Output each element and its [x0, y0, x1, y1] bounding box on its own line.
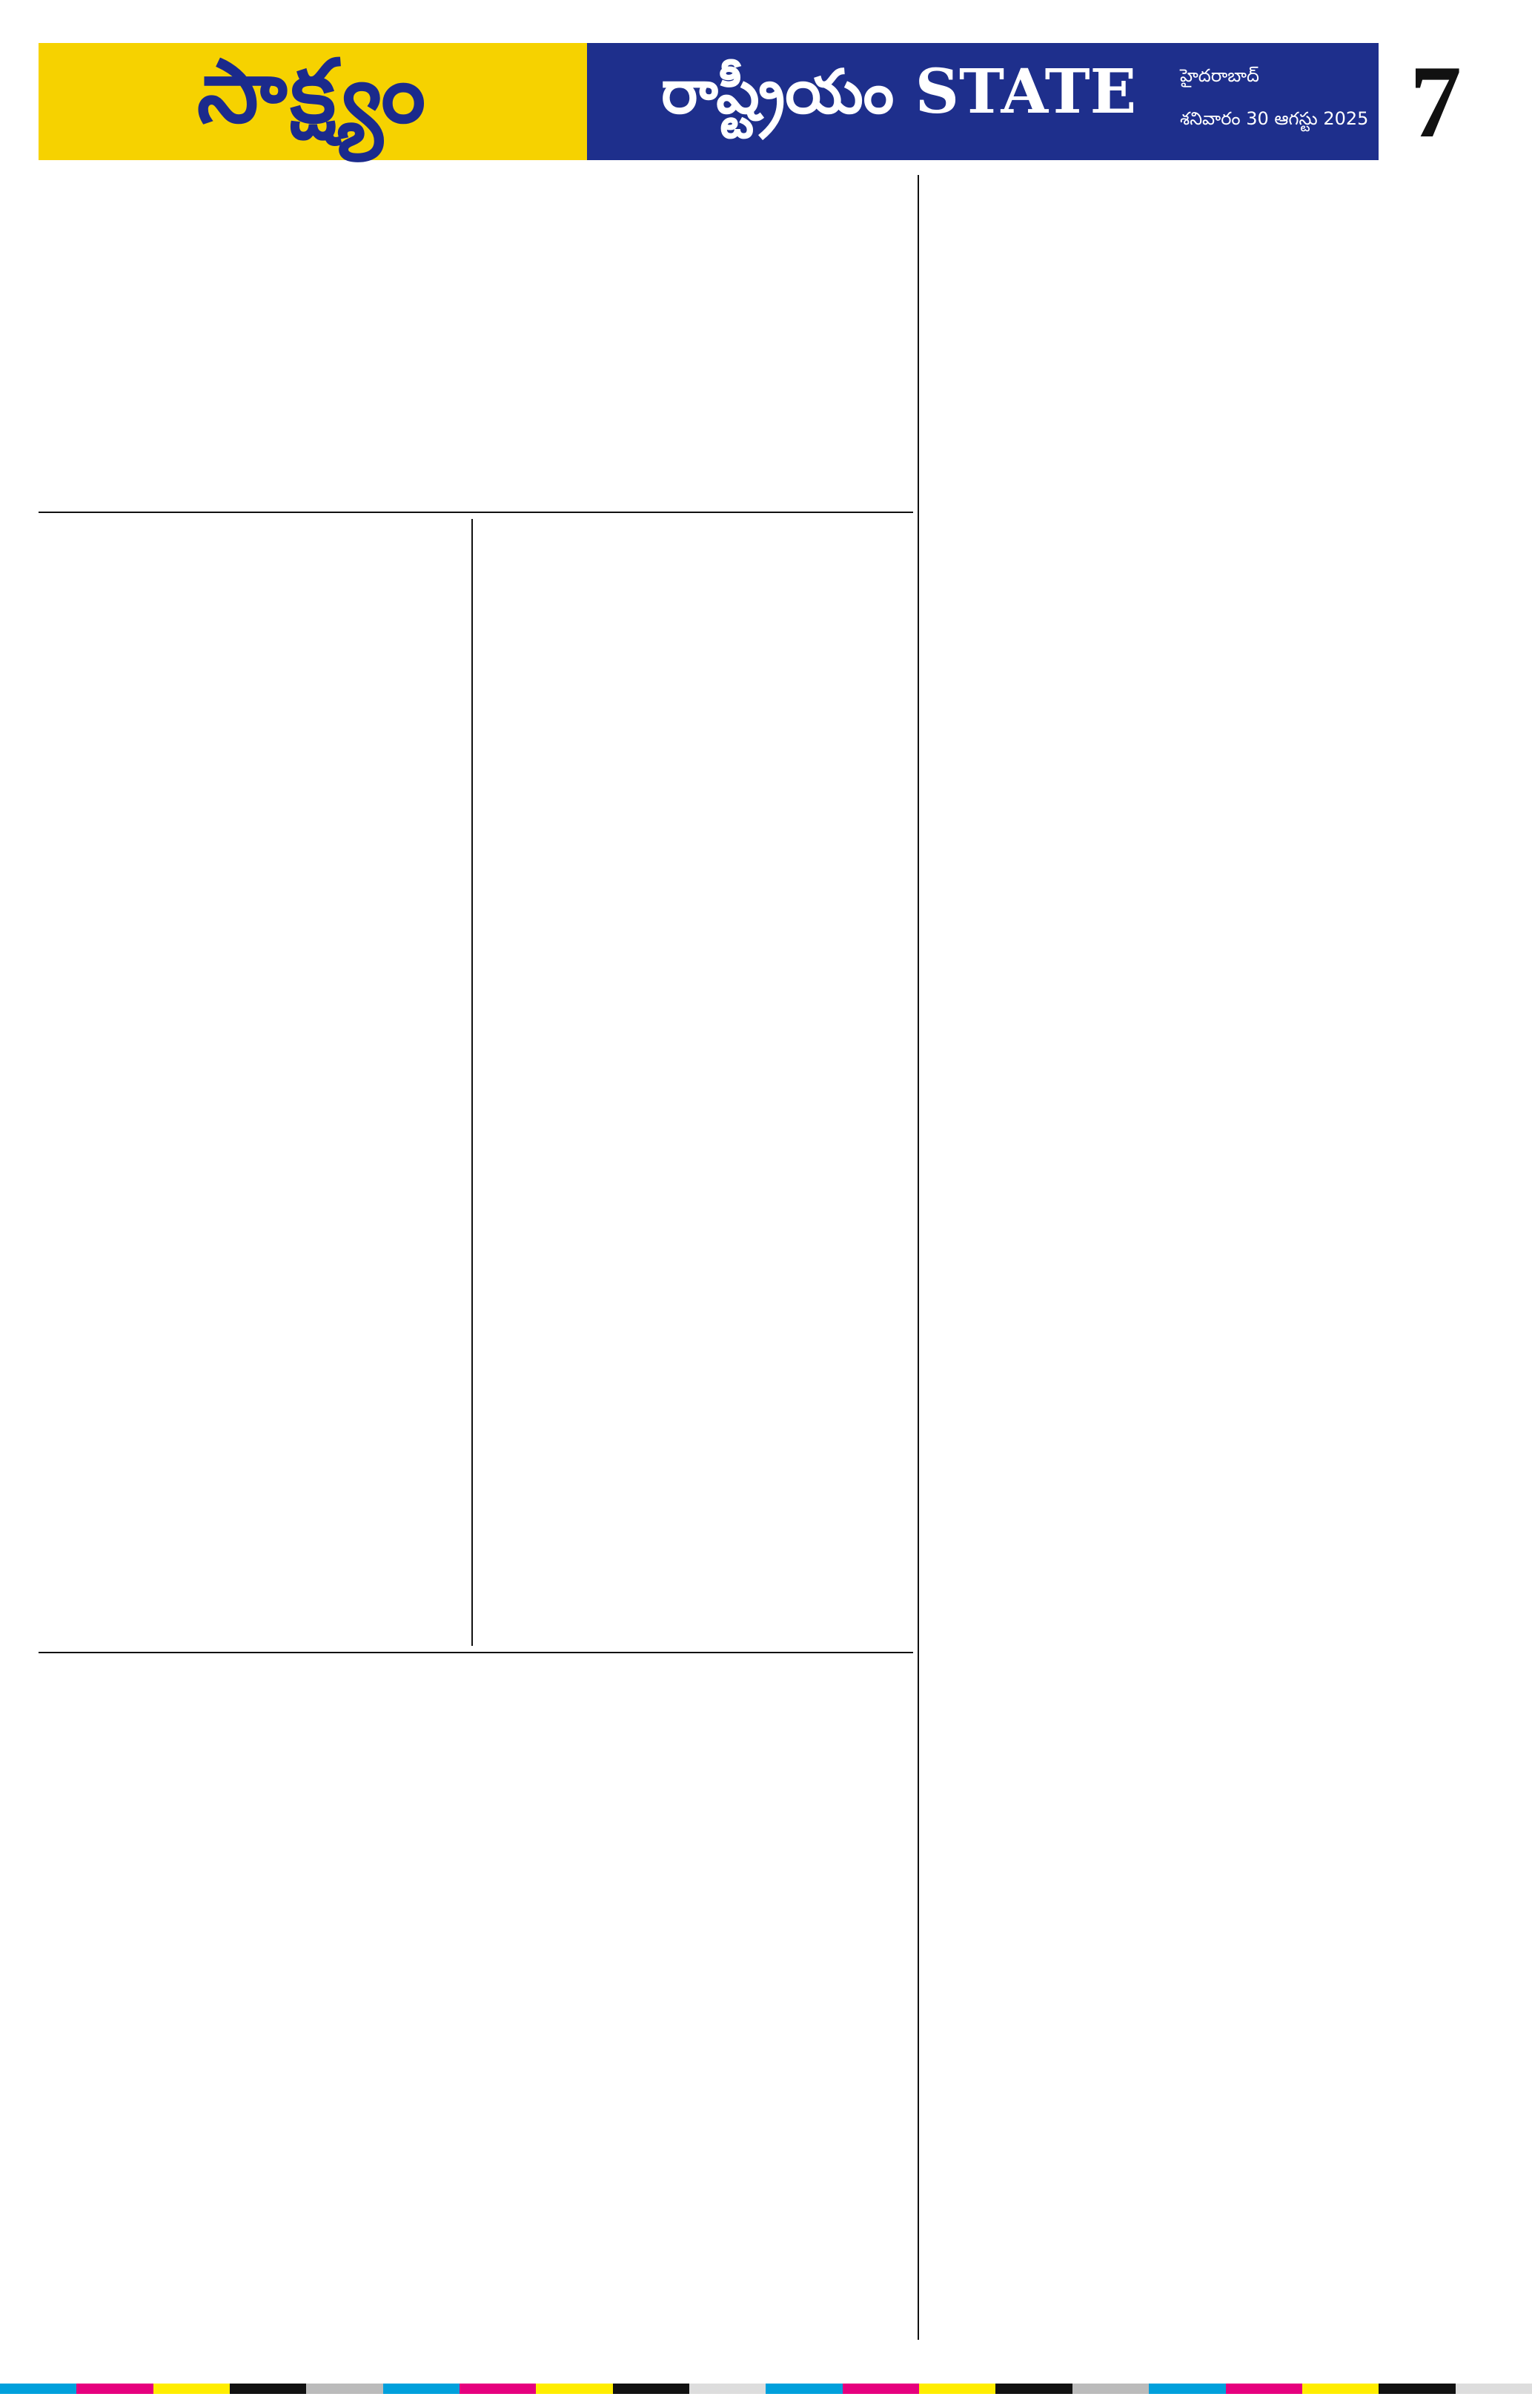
row-divider — [39, 1652, 913, 1653]
print-registration-strip — [0, 2380, 1532, 2398]
masthead — [39, 39, 1493, 160]
row-divider — [39, 512, 913, 513]
edition-city: హైదరాబాద్ — [1180, 65, 1259, 86]
column-divider — [918, 175, 919, 2340]
column-divider — [471, 519, 473, 1646]
logo-text: సాక్ష్యం — [196, 39, 429, 142]
section-bar — [587, 43, 1493, 160]
newspaper-logo — [39, 39, 587, 160]
page-number-box — [1374, 43, 1493, 160]
page-number: 7 — [1410, 44, 1462, 159]
section-title: రాష్ట్రీయం STATE — [661, 56, 1137, 128]
edition-date: శనివారం 30 ఆగస్టు 2025 — [1180, 108, 1369, 129]
